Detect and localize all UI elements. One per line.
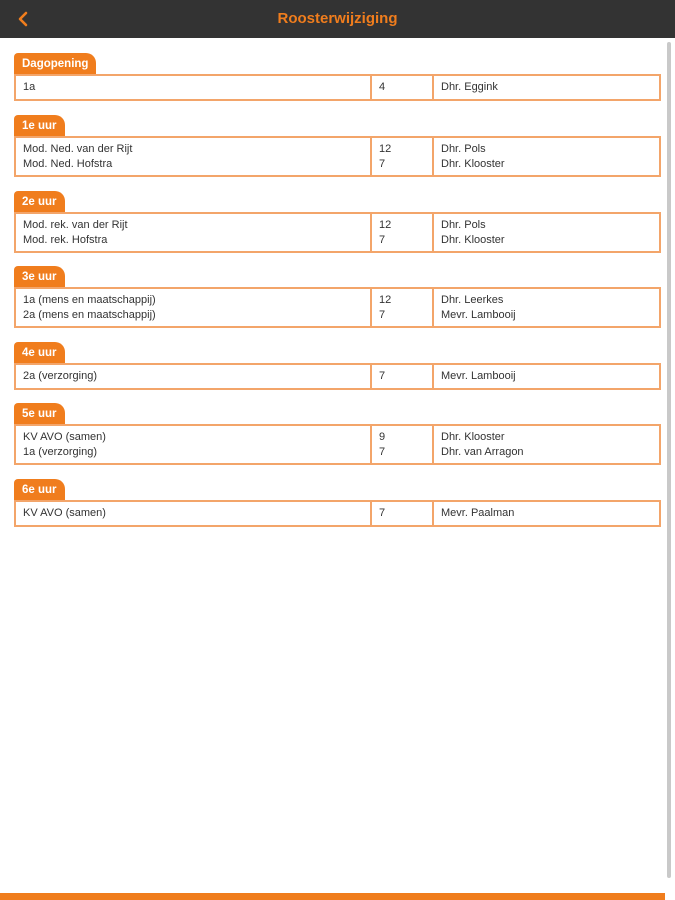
room-column [372, 426, 434, 463]
teacher-cell: Dhr. van Arragon [441, 445, 524, 458]
section-label: 1e uur [14, 115, 65, 136]
room-column [372, 138, 434, 175]
section-table [14, 424, 661, 465]
teacher-cell: Dhr. Klooster [441, 233, 505, 246]
section-2e-uur [14, 191, 661, 253]
teacher-column [434, 426, 659, 463]
section-table [14, 74, 661, 101]
subject-column [16, 214, 372, 251]
section-4e-uur [14, 342, 661, 390]
room-cell: 7 [379, 445, 386, 458]
bottom-accent-bar [0, 893, 665, 900]
subject-cell: KV AVO (samen) [23, 431, 106, 443]
section-dagopening [14, 53, 661, 101]
teacher-cell: Dhr. Pols [441, 219, 486, 231]
subject-column [16, 138, 372, 175]
subject-column [16, 76, 372, 99]
room-column [372, 214, 434, 251]
room-cell: 12 [379, 219, 392, 231]
room-cell: 7 [379, 308, 386, 321]
subject-cell: 2a (verzorging) [23, 370, 97, 382]
chevron-left-icon [16, 11, 30, 27]
teacher-cell: Dhr. Klooster [441, 157, 505, 170]
section-label: Dagopening [14, 53, 96, 74]
room-cell: 7 [379, 233, 386, 246]
subject-cell: 1a (mens en maatschappij) [23, 294, 156, 306]
teacher-cell: Mevr. Paalman [441, 507, 515, 519]
room-column [372, 365, 434, 388]
section-table [14, 136, 661, 177]
subject-cell: KV AVO (samen) [23, 507, 106, 519]
section-table [14, 212, 661, 253]
section-5e-uur [14, 403, 661, 465]
subject-column [16, 426, 372, 463]
subject-cell: Mod. rek. Hofstra [23, 233, 108, 246]
room-column [372, 76, 434, 99]
teacher-cell: Dhr. Pols [441, 143, 486, 155]
subject-cell: Mod. Ned. Hofstra [23, 157, 113, 170]
section-table [14, 500, 661, 527]
subject-cell: Mod. rek. van der Rijt [23, 219, 128, 231]
room-column [372, 502, 434, 525]
subject-cell: 1a [23, 81, 36, 93]
teacher-column [434, 502, 659, 525]
section-6e-uur [14, 479, 661, 527]
scrollbar[interactable] [667, 42, 671, 878]
teacher-cell: Dhr. Klooster [441, 431, 505, 443]
section-label: 2e uur [14, 191, 65, 212]
room-cell: 7 [379, 507, 386, 519]
room-cell: 9 [379, 431, 386, 443]
subject-column [16, 365, 372, 388]
schedule-changes-list[interactable] [0, 38, 667, 893]
teacher-cell: Dhr. Leerkes [441, 294, 504, 306]
section-label: 6e uur [14, 479, 65, 500]
room-cell: 7 [379, 157, 386, 170]
section-3e-uur [14, 266, 661, 328]
section-table [14, 363, 661, 390]
teacher-column [434, 76, 659, 99]
section-label: 5e uur [14, 403, 65, 424]
section-table [14, 287, 661, 328]
subject-cell: 1a (verzorging) [23, 445, 97, 458]
section-label: 3e uur [14, 266, 65, 287]
teacher-cell: Mevr. Lambooij [441, 370, 516, 382]
teacher-column [434, 214, 659, 251]
subject-column [16, 289, 372, 326]
room-cell: 12 [379, 143, 392, 155]
room-column [372, 289, 434, 326]
subject-column [16, 502, 372, 525]
top-bar [0, 0, 675, 38]
section-1e-uur [14, 115, 661, 177]
teacher-cell: Dhr. Eggink [441, 81, 498, 93]
teacher-column [434, 365, 659, 388]
subject-cell: Mod. Ned. van der Rijt [23, 143, 133, 155]
teacher-column [434, 138, 659, 175]
back-button[interactable] [10, 6, 36, 32]
page-title: Roosterwijziging [277, 10, 398, 27]
subject-cell: 2a (mens en maatschappij) [23, 308, 156, 321]
teacher-cell: Mevr. Lambooij [441, 308, 516, 321]
teacher-column [434, 289, 659, 326]
room-cell: 4 [379, 81, 386, 93]
section-label: 4e uur [14, 342, 65, 363]
room-cell: 12 [379, 294, 392, 306]
room-cell: 7 [379, 370, 386, 382]
